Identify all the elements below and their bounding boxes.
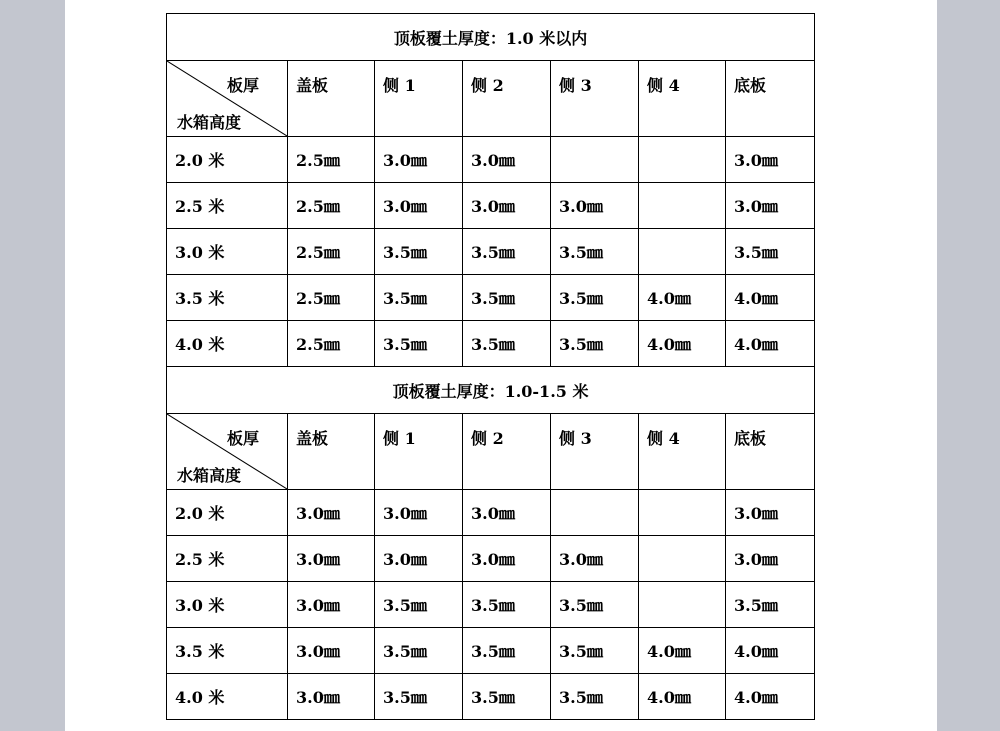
thickness-cell: 3.0㎜ [551, 183, 639, 229]
thickness-cell [551, 490, 639, 536]
thickness-cell: 4.0㎜ [639, 275, 726, 321]
column-header: 侧 4 [639, 414, 726, 490]
thickness-cell: 3.0㎜ [288, 536, 375, 582]
thickness-cell: 3.5㎜ [726, 582, 815, 628]
thickness-cell: 3.0㎜ [375, 183, 463, 229]
thickness-cell: 4.0㎜ [639, 628, 726, 674]
tank-height-cell: 4.0 米 [167, 321, 288, 367]
thickness-cell: 4.0㎜ [726, 674, 815, 720]
corner-label-bottom: 水箱高度 [177, 466, 242, 485]
thickness-cell: 3.5㎜ [463, 229, 551, 275]
thickness-cell: 3.0㎜ [375, 137, 463, 183]
corner-label-top: 板厚 [226, 76, 259, 95]
column-header: 底板 [726, 61, 815, 137]
section-title-row [167, 367, 815, 414]
tank-height-cell: 4.0 米 [167, 674, 288, 720]
table-row [167, 490, 815, 536]
table-row [167, 674, 815, 720]
thickness-cell: 3.0㎜ [551, 536, 639, 582]
thickness-cell [639, 536, 726, 582]
thickness-cell [639, 137, 726, 183]
thickness-cell: 3.0㎜ [375, 536, 463, 582]
column-header: 盖板 [288, 414, 375, 490]
thickness-cell: 4.0㎜ [726, 321, 815, 367]
diagonal-header-cell [167, 414, 288, 490]
table-row [167, 536, 815, 582]
thickness-cell: 3.5㎜ [375, 275, 463, 321]
thickness-cell: 3.0㎜ [726, 183, 815, 229]
thickness-cell: 2.5㎜ [288, 321, 375, 367]
header-row [167, 414, 815, 490]
thickness-cell: 3.5㎜ [551, 321, 639, 367]
thickness-cell: 2.5㎜ [288, 137, 375, 183]
thickness-cell: 3.0㎜ [463, 490, 551, 536]
thickness-cell: 3.5㎜ [463, 321, 551, 367]
column-header: 侧 3 [551, 61, 639, 137]
thickness-cell: 3.5㎜ [375, 674, 463, 720]
section-title-row [167, 14, 815, 61]
thickness-cell: 3.0㎜ [463, 137, 551, 183]
table-row [167, 137, 815, 183]
header-row [167, 61, 815, 137]
thickness-cell: 3.5㎜ [551, 275, 639, 321]
thickness-cell: 3.0㎜ [463, 536, 551, 582]
column-header: 侧 1 [375, 61, 463, 137]
tank-height-cell: 2.5 米 [167, 183, 288, 229]
table-row [167, 183, 815, 229]
thickness-cell: 3.0㎜ [726, 536, 815, 582]
thickness-cell: 3.5㎜ [726, 229, 815, 275]
thickness-cell: 3.5㎜ [551, 582, 639, 628]
table-row [167, 321, 815, 367]
corner-label-bottom: 水箱高度 [177, 113, 242, 132]
tank-height-cell: 3.5 米 [167, 275, 288, 321]
section-title: 顶板覆土厚度：1.0-1.5 米 [167, 367, 815, 414]
column-header: 侧 2 [463, 61, 551, 137]
thickness-cell: 3.5㎜ [463, 628, 551, 674]
thickness-cell [639, 490, 726, 536]
table-row [167, 275, 815, 321]
thickness-cell: 2.5㎜ [288, 183, 375, 229]
tank-height-cell: 2.0 米 [167, 137, 288, 183]
thickness-cell: 4.0㎜ [726, 628, 815, 674]
thickness-cell: 3.5㎜ [551, 628, 639, 674]
thickness-cell: 3.5㎜ [375, 582, 463, 628]
thickness-cell: 3.0㎜ [726, 490, 815, 536]
thickness-cell [639, 582, 726, 628]
thickness-cell: 3.5㎜ [551, 674, 639, 720]
thickness-cell: 4.0㎜ [639, 674, 726, 720]
diagonal-header-cell [167, 61, 288, 137]
thickness-cell: 3.5㎜ [463, 582, 551, 628]
corner-label-top: 板厚 [226, 429, 259, 448]
column-header: 盖板 [288, 61, 375, 137]
thickness-cell: 4.0㎜ [639, 321, 726, 367]
tank-height-cell: 3.5 米 [167, 628, 288, 674]
tank-height-cell: 2.5 米 [167, 536, 288, 582]
thickness-cell [639, 229, 726, 275]
table-row [167, 628, 815, 674]
column-header: 侧 1 [375, 414, 463, 490]
thickness-cell: 3.5㎜ [375, 321, 463, 367]
thickness-cell: 3.0㎜ [288, 628, 375, 674]
column-header: 侧 4 [639, 61, 726, 137]
thickness-cell: 3.5㎜ [463, 674, 551, 720]
column-header: 底板 [726, 414, 815, 490]
thickness-cell: 4.0㎜ [726, 275, 815, 321]
table-row [167, 582, 815, 628]
thickness-cell: 3.0㎜ [375, 490, 463, 536]
thickness-cell: 3.0㎜ [726, 137, 815, 183]
thickness-cell [639, 183, 726, 229]
section-title: 顶板覆土厚度：1.0 米以内 [167, 14, 815, 61]
table-row [167, 229, 815, 275]
thickness-cell: 2.5㎜ [288, 229, 375, 275]
thickness-cell: 3.0㎜ [288, 674, 375, 720]
column-header: 侧 3 [551, 414, 639, 490]
tank-height-cell: 3.0 米 [167, 582, 288, 628]
thickness-cell: 3.5㎜ [463, 275, 551, 321]
thickness-cell: 3.0㎜ [288, 582, 375, 628]
thickness-table [166, 13, 815, 720]
tank-height-cell: 3.0 米 [167, 229, 288, 275]
thickness-cell: 3.5㎜ [375, 628, 463, 674]
tank-height-cell: 2.0 米 [167, 490, 288, 536]
thickness-cell: 3.5㎜ [375, 229, 463, 275]
column-header: 侧 2 [463, 414, 551, 490]
thickness-cell: 3.0㎜ [463, 183, 551, 229]
thickness-cell: 3.5㎜ [551, 229, 639, 275]
thickness-cell: 2.5㎜ [288, 275, 375, 321]
thickness-cell [551, 137, 639, 183]
thickness-cell: 3.0㎜ [288, 490, 375, 536]
